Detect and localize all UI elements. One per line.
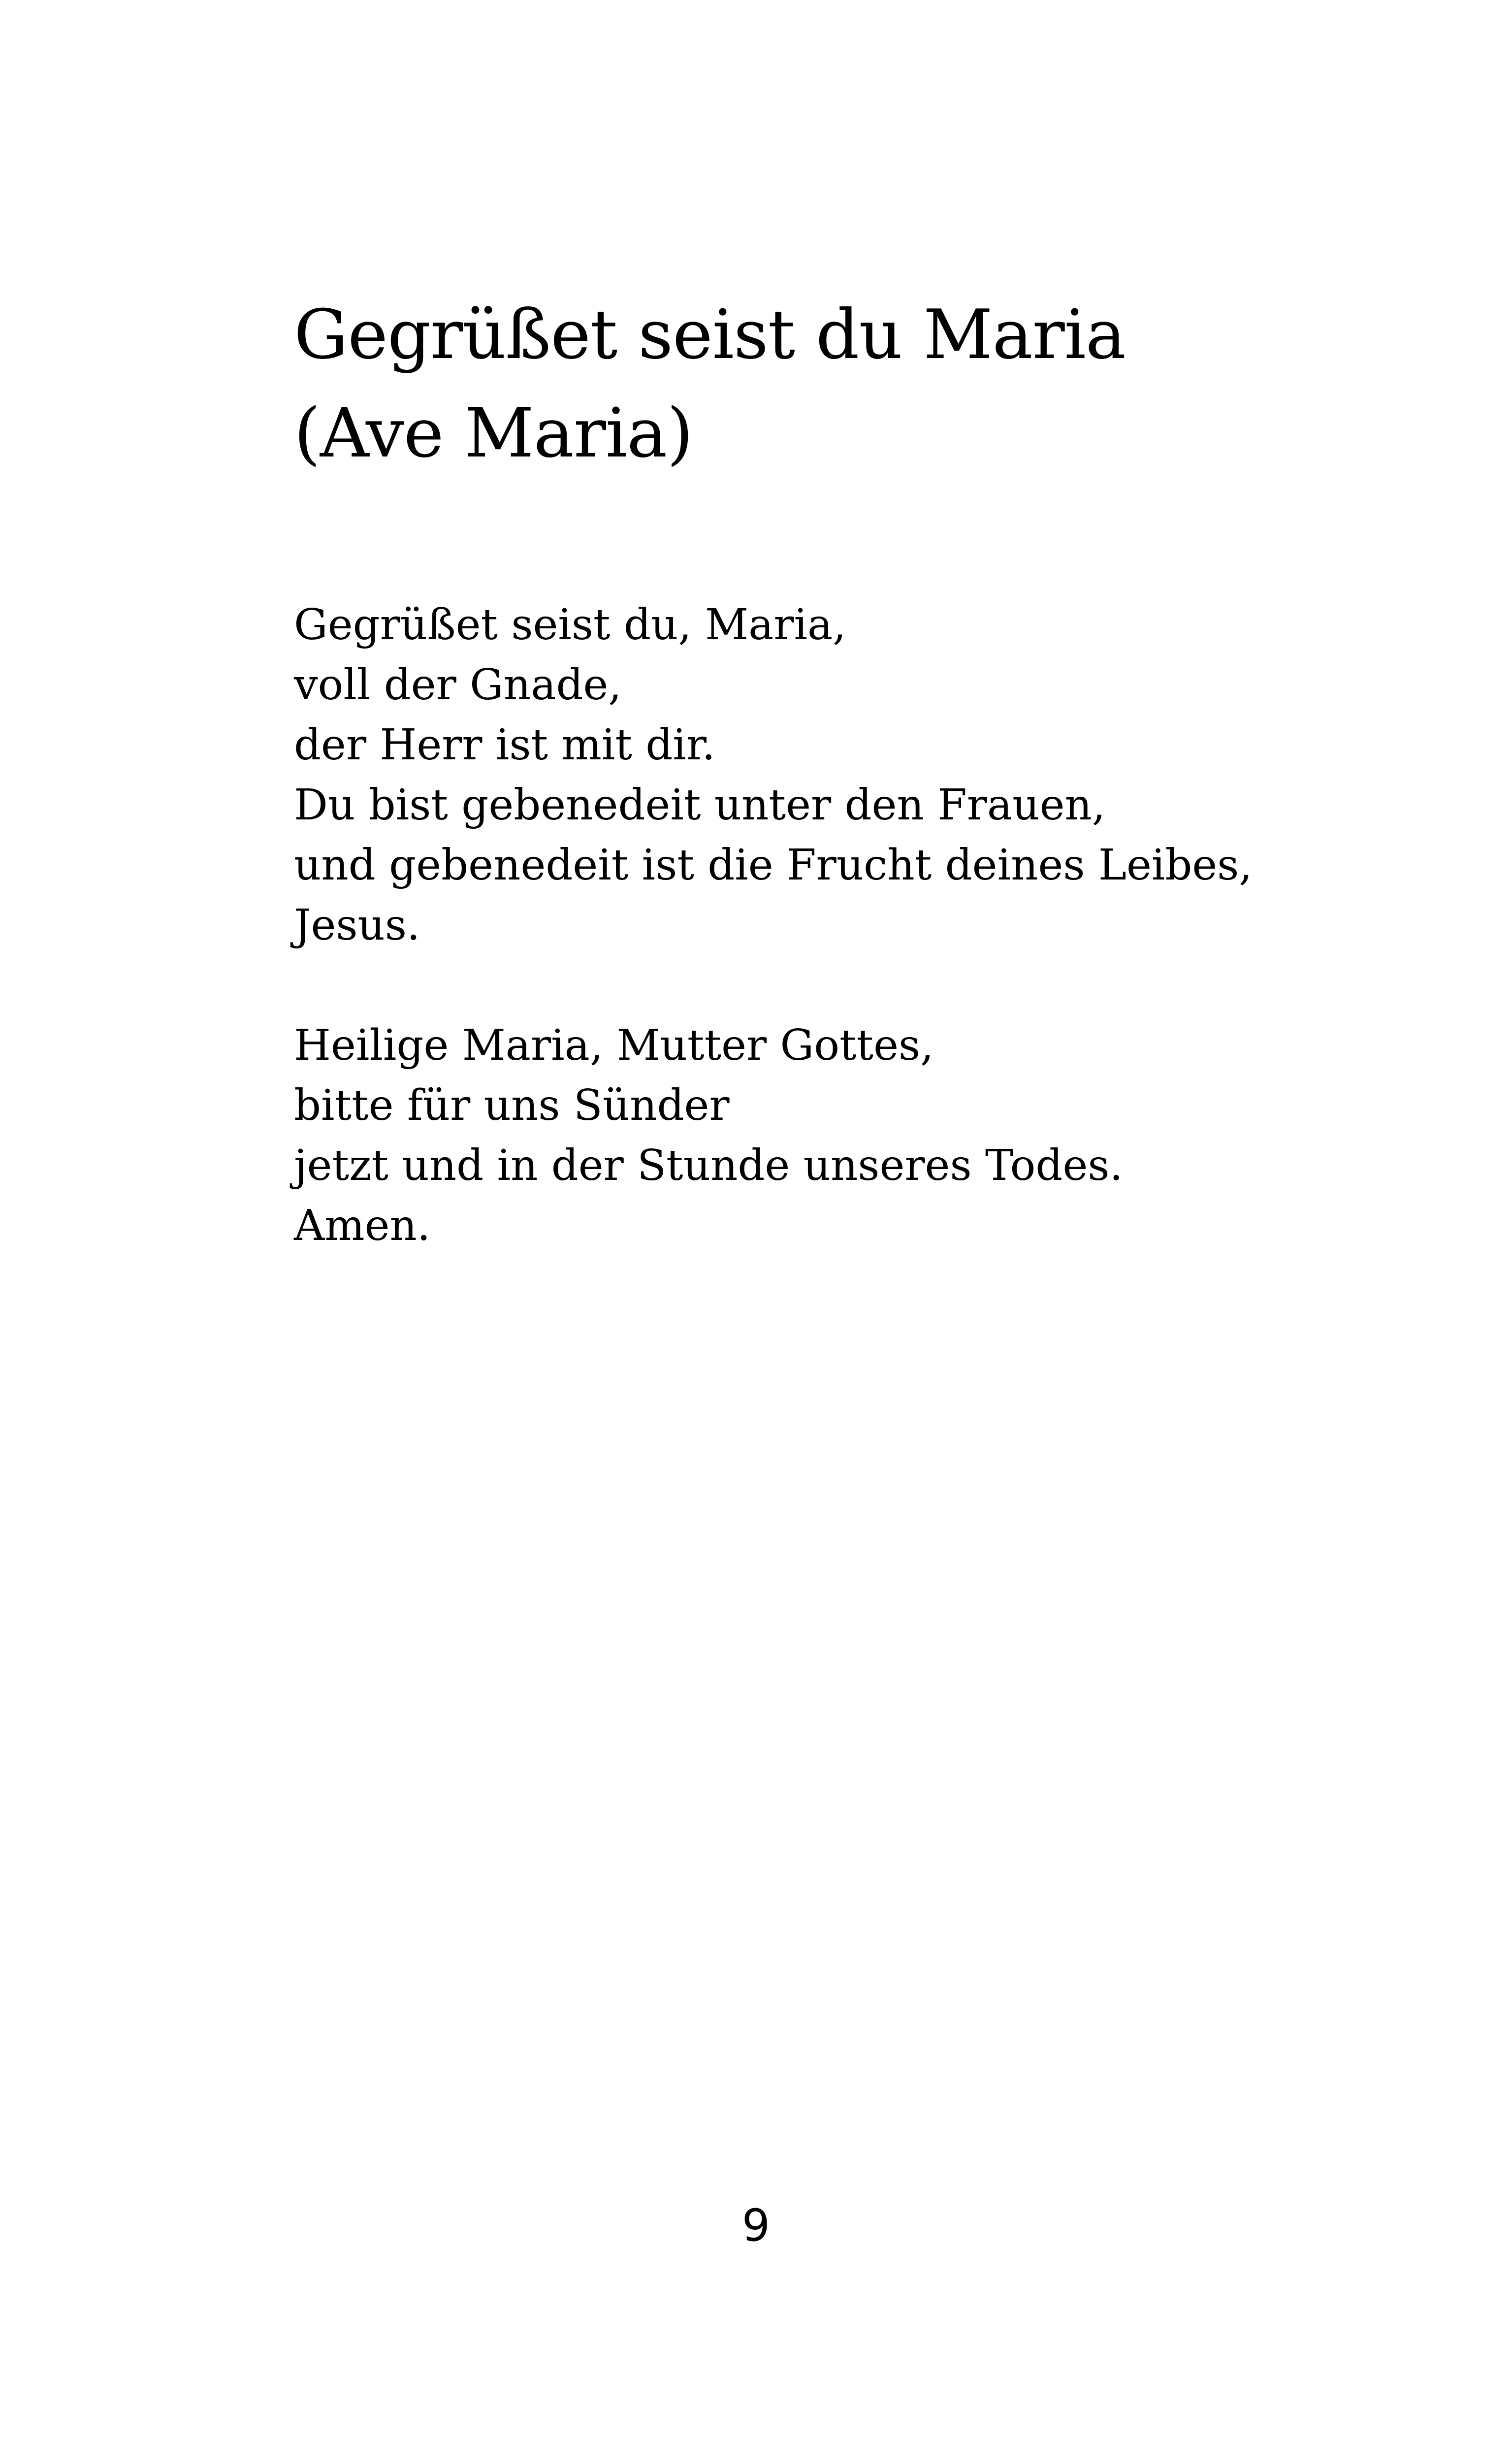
verse-line: der Herr ist mit dir. bbox=[294, 720, 715, 770]
verse-line: jetzt und in der Stunde unseres Todes. bbox=[294, 1141, 1123, 1190]
verse-line: Heilige Maria, Mutter Gottes, bbox=[294, 1021, 934, 1070]
verse-line: Du bist gebenedeit unter den Frauen, bbox=[294, 781, 1106, 830]
page-number: 9 bbox=[741, 2200, 771, 2251]
prayer-stanza-2 bbox=[294, 1015, 1123, 1256]
verse-line: bitte für uns Sünder bbox=[294, 1081, 730, 1130]
prayer-stanza-1 bbox=[294, 595, 1253, 955]
verse-line: Gegrüßet seist du, Maria, bbox=[294, 600, 846, 650]
title-subtitle-line: (Ave Maria) bbox=[294, 393, 693, 473]
verse-line: Amen. bbox=[294, 1201, 431, 1250]
title-line: Gegrüßet seist du Maria bbox=[294, 295, 1126, 374]
verse-line: voll der Gnade, bbox=[294, 660, 622, 710]
verse-line: und gebenedeit ist die Frucht deines Leibes, bbox=[294, 841, 1253, 890]
page-title bbox=[294, 286, 1126, 483]
verse-line: Jesus. bbox=[294, 901, 420, 950]
